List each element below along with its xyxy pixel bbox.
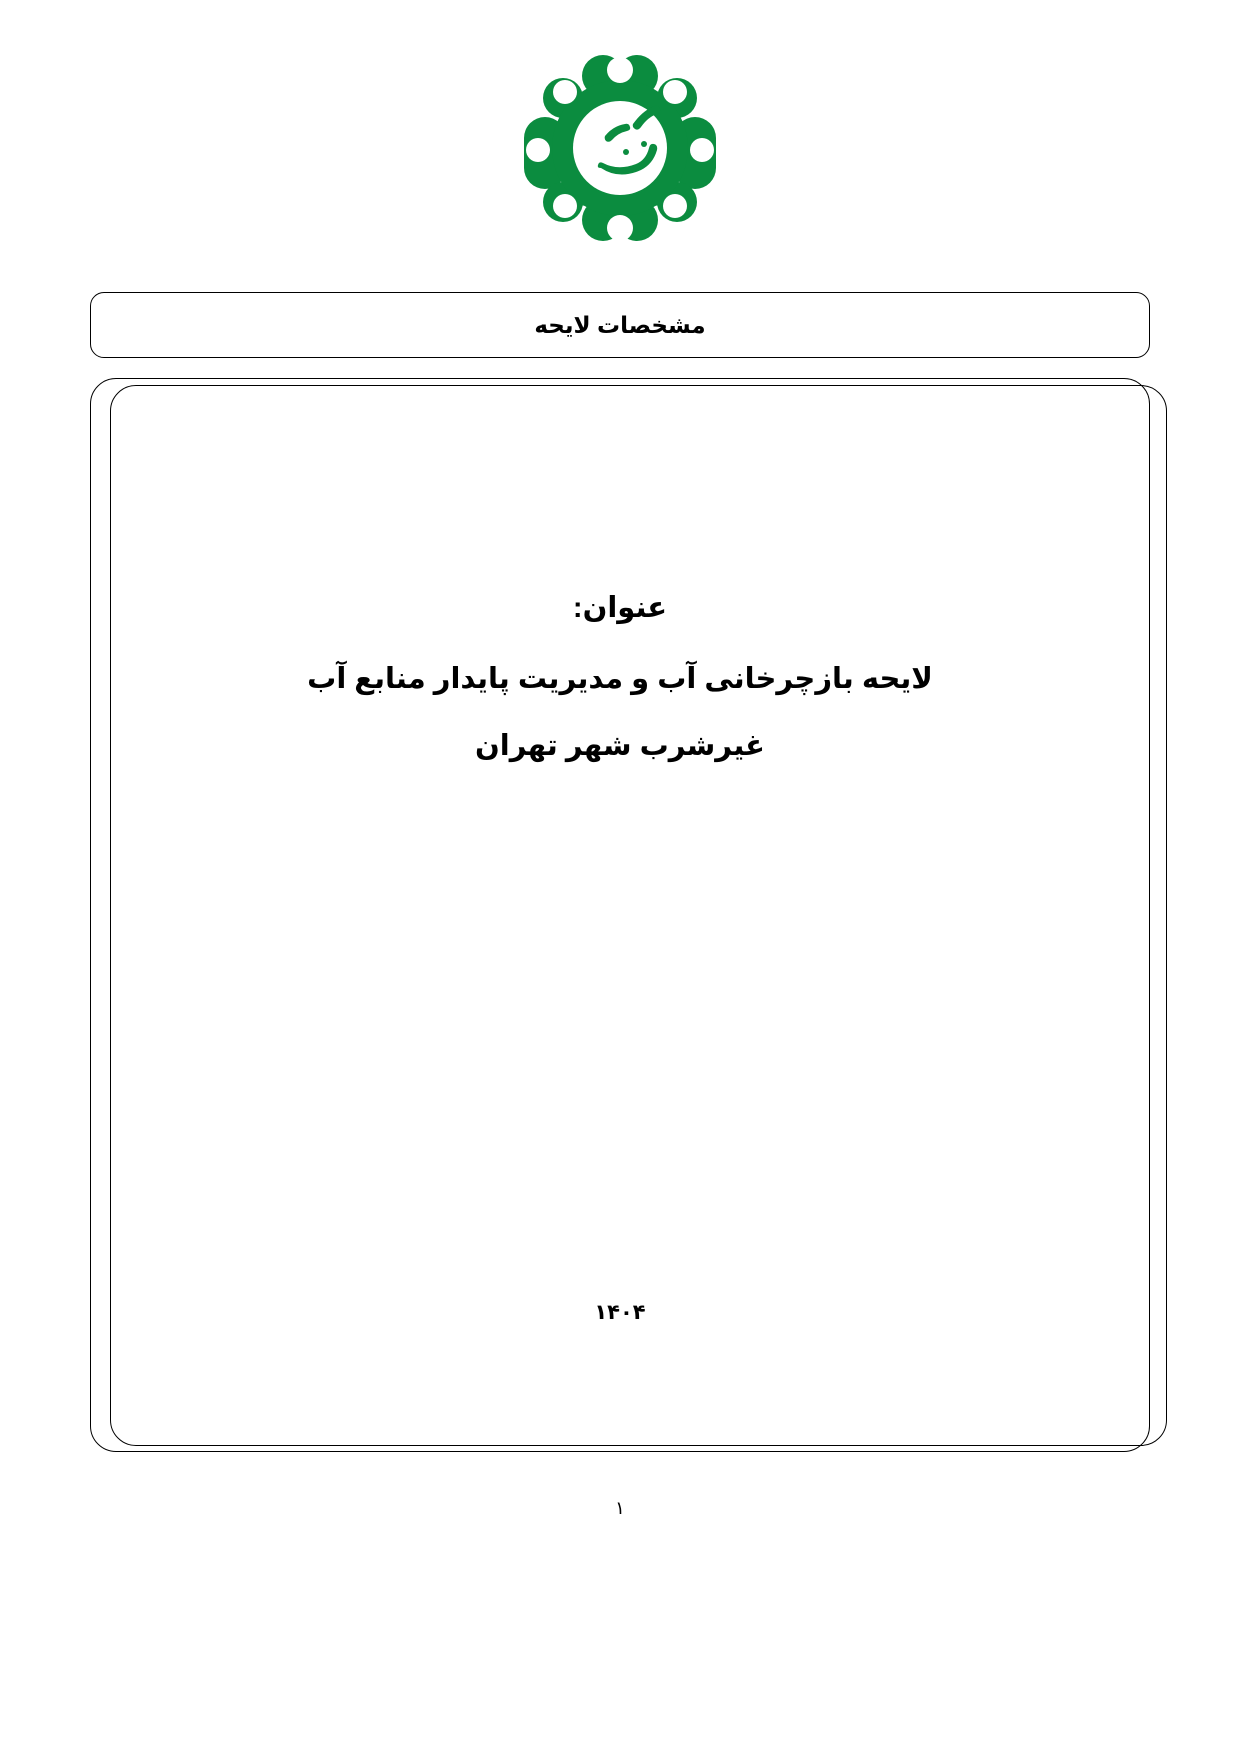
tehran-municipality-logo-icon [505,40,735,250]
title-line-1: لایحه بازچرخانی آب و مدیریت پایدار منابع آب [307,663,933,695]
content-frame-inner [110,385,1167,1446]
title-label: عنوان: [572,592,668,624]
title-block [150,590,1090,799]
logo-container [0,40,1240,260]
page-number: ۱ [615,1498,625,1518]
title-line-2: غیرشرب شهر تهران [475,730,765,762]
document-year: ۱۴۰۴ [594,1301,646,1324]
header-title: مشخصات لایحه [534,311,706,338]
document-header-banner [90,292,1150,358]
